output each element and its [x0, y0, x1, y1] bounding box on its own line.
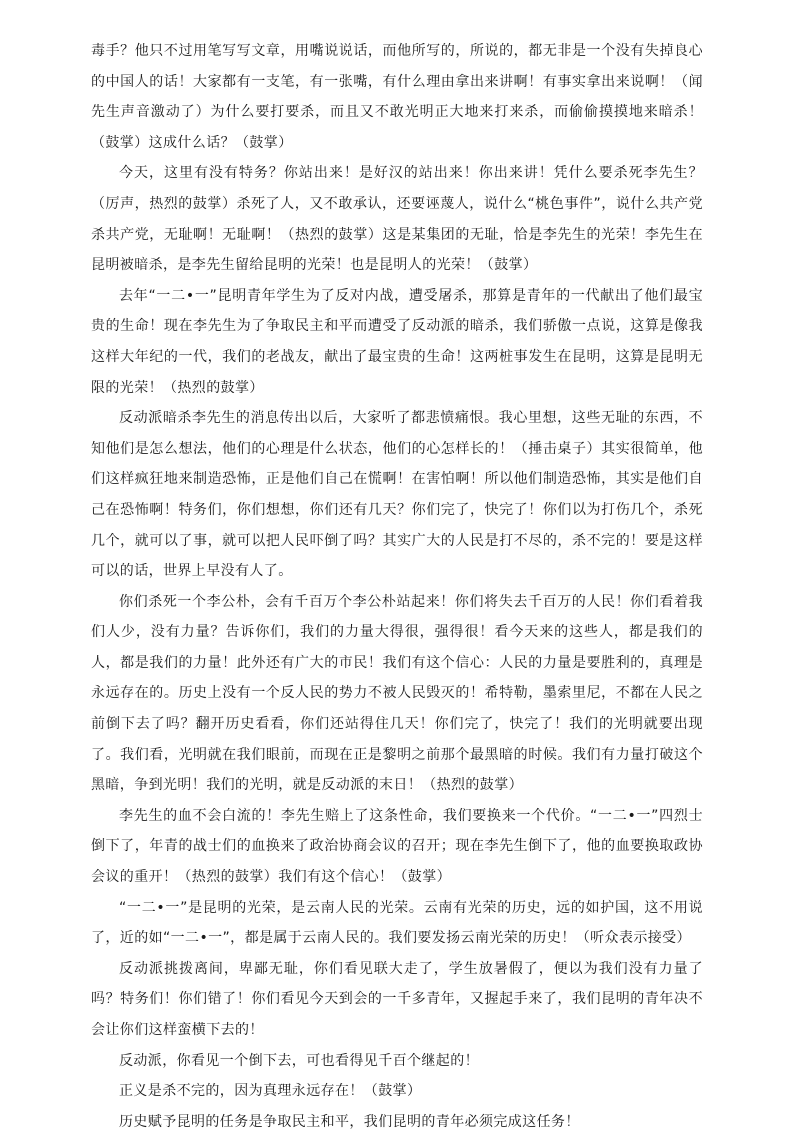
- paragraph-8: 反动派挑拨离间，卑鄙无耻，你们看见联大走了，学生放暑假了，便以为我们没有力量了吗？特务们！你们错了！你们看见今天到会的一千多青年，又握起手来了，我们昆明的青年决不会让你们这样蛮横下去的！: [91, 960, 703, 1038]
- paragraph-7: “一二•一”是昆明的光荣，是云南人民的光荣。云南有光荣的历史，远的如护国，这不用说了，近的如“一二•一”，都是属于云南人民的。我们要发扬云南光荣的历史！（听众表示接受）: [91, 899, 703, 947]
- document-page: [91, 36, 703, 1138]
- paragraph-1: 毒手？他只不过用笔写写文章，用嘴说说话，而他所写的，所说的，都无非是一个没有失掉良心的中国人的话！大家都有一支笔，有一张嘴，有什么理由拿出来讲啊！有事实拿出来说啊！（闻先生声音激动了）为什么要打要杀，而且又不敢光明正大地来打来杀，而偷偷摸摸地来暗杀！（鼓掌）这成什么话？（鼓掌）: [91, 43, 703, 151]
- paragraph-2: 今天，这里有没有特务？你站出来！是好汉的站出来！你出来讲！凭什么要杀死李先生？（厉声，热烈的鼓掌）杀死了人，又不敢承认，还要诬蔑人，说什么“桃色事件”，说什么共产党杀共产党，无耻啊！无耻啊！（热烈的鼓掌）这是某集团的无耻，恰是李先生的光荣！李先生在昆明被暗杀，是李先生留给昆明的光荣！也是昆明人的光荣！（鼓掌）: [91, 165, 703, 274]
- paragraph-4: 反动派暗杀李先生的消息传出以后，大家听了都悲愤痛恨。我心里想，这些无耻的东西，不知他们是怎么想法，他们的心理是什么状态，他们的心怎样长的！（捶击桌子）其实很简单，他们这样疯狂地来制造恐怖，正是他们自己在慌啊！在害怕啊！所以他们制造恐怖，其实是他们自己在恐怖啊！特务们，你们想想，你们还有几天？你们完了，快完了！你们以为打伤几个，杀死几个，就可以了事，就可以把人民吓倒了吗？其实广大的人民是打不尽的，杀不完的！要是这样可以的话，世界上早没有人了。: [91, 410, 703, 580]
- paragraph-10: 正义是杀不完的，因为真理永远存在！（鼓掌）: [119, 1083, 422, 1100]
- paragraph-5: 你们杀死一个李公朴，会有千百万个李公朴站起来！你们将失去千百万的人民！你们看着我们人少，没有力量？告诉你们，我们的力量大得很，强得很！看今天来的这些人，都是我们的人，都是我们的力量！此外还有广大的市民！我们有这个信心：人民的力量是要胜利的，真理是永远存在的。历史上没有一个反人民的势力不被人民毁灭的！希特勒，墨索里尼，不都在人民之前倒下去了吗？翻开历史看看，你们还站得住几天！你们完了，快完了！我们的光明就要出现了。我们看，光明就在我们眼前，而现在正是黎明之前那个最黑暗的时候。我们有力量打破这个黑暗，争到光明！我们的光明，就是反动派的末日！（热烈的鼓掌）: [91, 593, 703, 794]
- paragraph-11: 历史赋予昆明的任务是争取民主和平，我们昆明的青年必须完成这任务！: [119, 1114, 580, 1131]
- paragraph-3: 去年“一二•一”昆明青年学生为了反对内战，遭受屠杀，那算是青年的一代献出了他们最宝贵的生命！现在李先生为了争取民主和平而遭受了反动派的暗杀，我们骄傲一点说，这算是像我这样大年纪的一代，我们的老战友，献出了最宝贵的生命！这两桩事发生在昆明，这算是昆明无限的光荣！（热烈的鼓掌）: [91, 287, 703, 396]
- paragraph-9: 反动派，你看见一个倒下去，可也看得见千百个继起的！: [119, 1052, 479, 1069]
- paragraph-6: 李先生的血不会白流的！李先生赔上了这条性命，我们要换来一个代价。“一二•一”四烈士倒下了，年青的战士们的血换来了政治协商会议的召开；现在李先生倒下了，他的血要换取政协会议的重开！（热烈的鼓掌）我们有这个信心！（鼓掌）: [91, 807, 703, 886]
